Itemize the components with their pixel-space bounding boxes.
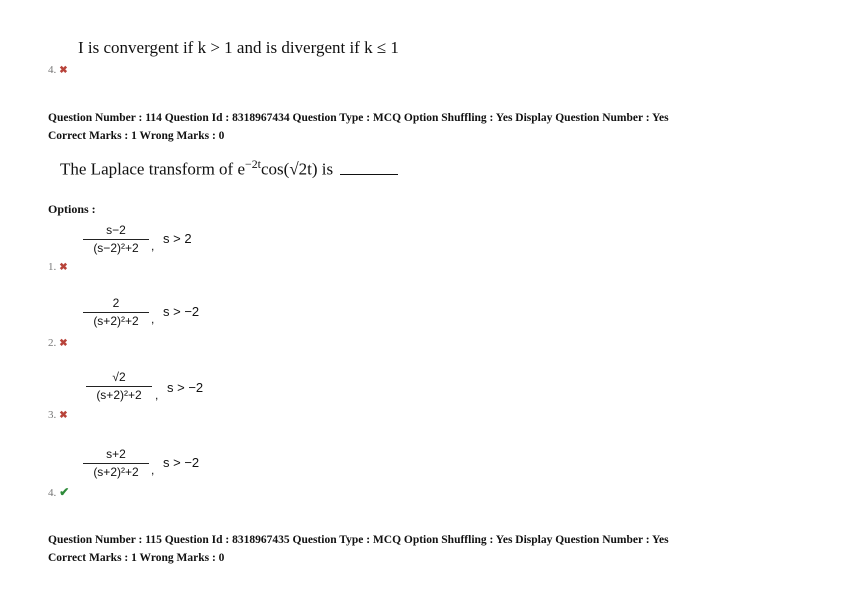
stem-suffix: cos(√2t) is [261,159,334,179]
option-1-condition: s > 2 [163,231,192,246]
option-3-fraction [86,370,152,402]
option-4-number: 4. [48,487,57,499]
option-1-number: 1. [48,261,57,273]
options-label: Options : [48,202,96,216]
option-3-marker [48,405,68,423]
cross-icon: ✖ [59,65,68,76]
question-meta-line: Question Number : 114 Question Id : 8318967434 Question Type : MCQ Option Shuffling : Yes Display Question Number : Yes [48,112,669,124]
cross-icon: ✖ [59,410,68,421]
option-2-number: 2. [48,337,57,349]
option-4-condition: s > −2 [163,455,200,470]
option-1-marker [48,257,68,275]
option-4-fraction [83,447,149,479]
question-meta-line: Question Number : 115 Question Id : 8318967435 Question Type : MCQ Option Shuffling : Yes Display Question Number : Yes [48,534,669,546]
option-3-condition: s > −2 [167,380,204,395]
stem-exponent: −2t [245,157,261,171]
option-2-denominator: (s+2)²+2 [93,314,139,328]
option-2-fraction [83,296,149,328]
option-4-marker [48,483,69,501]
option-3-numerator: √2 [112,370,126,384]
check-icon: ✔ [59,485,70,499]
option-1-fraction [83,223,149,255]
prev-option-marker [48,60,68,78]
question-marks-line: Correct Marks : 1 Wrong Marks : 0 [48,552,225,564]
question-stem [60,157,398,180]
option-4-numerator: s+2 [106,447,126,461]
option-3-denominator: (s+2)²+2 [96,388,142,402]
cross-icon: ✖ [59,262,68,273]
option-1-denominator: (s−2)²+2 [93,241,139,255]
option-2-condition: s > −2 [163,304,200,319]
stem-prefix: The Laplace transform of e [60,159,246,179]
prev-option-text: I is convergent if k > 1 and is divergent if k ≤ 1 [78,38,399,57]
option-3-number: 3. [48,409,57,421]
prev-option-number: 4. [48,64,57,76]
answer-blank [340,174,398,175]
cross-icon: ✖ [59,338,68,349]
option-4-denominator: (s+2)²+2 [93,465,139,479]
option-1-numerator: s−2 [106,223,126,237]
option-2-numerator: 2 [112,296,120,310]
question-marks-line: Correct Marks : 1 Wrong Marks : 0 [48,130,225,142]
option-2-marker [48,333,68,351]
